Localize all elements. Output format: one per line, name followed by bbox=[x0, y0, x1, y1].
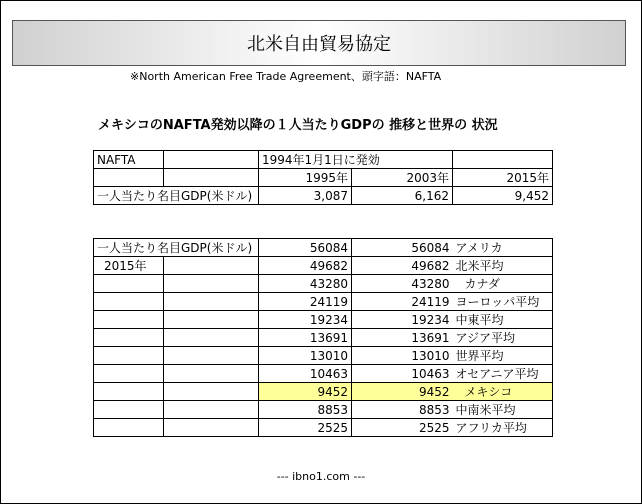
gdp-value: 24119 bbox=[259, 293, 352, 311]
gdp-value: 2525 bbox=[259, 419, 352, 437]
table-cell bbox=[164, 169, 259, 187]
table-cell bbox=[164, 329, 259, 347]
table-row bbox=[94, 169, 553, 187]
table-row bbox=[94, 239, 553, 257]
table-cell bbox=[94, 311, 164, 329]
gdp-value: 6,162 bbox=[352, 187, 453, 205]
table-cell: 2015年 bbox=[94, 257, 164, 275]
table-row bbox=[94, 311, 553, 329]
gdp-value: 24119 bbox=[352, 293, 453, 311]
region-name: アジア平均 bbox=[453, 329, 553, 347]
table-cell bbox=[94, 401, 164, 419]
table-cell bbox=[164, 311, 259, 329]
table-cell bbox=[94, 329, 164, 347]
nafta-gdp-table bbox=[93, 150, 553, 205]
table-cell bbox=[94, 383, 164, 401]
row-label: 一人当たり名目GDP(米ドル) bbox=[94, 239, 259, 257]
region-name: アフリカ平均 bbox=[453, 419, 553, 437]
row-label: 一人当たり名目GDP(米ドル) bbox=[94, 187, 259, 205]
gdp-value: 19234 bbox=[352, 311, 453, 329]
table-cell: NAFTA bbox=[94, 151, 164, 169]
world-gdp-table bbox=[93, 238, 553, 437]
region-name: 中東平均 bbox=[453, 311, 553, 329]
year-header: 1995年 bbox=[259, 169, 352, 187]
table-cell bbox=[94, 169, 164, 187]
table-cell bbox=[164, 347, 259, 365]
table-cell: 1994年1月1日に発効 bbox=[259, 151, 453, 169]
table-cell bbox=[164, 365, 259, 383]
subtitle: ※North American Free Trade Agreement、頭字語：NAFTA bbox=[130, 70, 442, 83]
gdp-value: 10463 bbox=[259, 365, 352, 383]
gdp-value: 9,452 bbox=[453, 187, 553, 205]
table-row bbox=[94, 257, 553, 275]
gdp-value: 56084 bbox=[259, 239, 352, 257]
table-cell bbox=[164, 151, 259, 169]
table-row bbox=[94, 347, 553, 365]
table-row bbox=[94, 401, 553, 419]
gdp-value: 3,087 bbox=[259, 187, 352, 205]
table-cell bbox=[94, 419, 164, 437]
region-name: オセアニア平均 bbox=[453, 365, 553, 383]
table-cell bbox=[94, 293, 164, 311]
gdp-value: 13691 bbox=[352, 329, 453, 347]
table-row bbox=[94, 293, 553, 311]
table-cell bbox=[94, 275, 164, 293]
table-cell bbox=[94, 365, 164, 383]
region-name: ヨーロッパ平均 bbox=[453, 293, 553, 311]
gdp-value: 56084 bbox=[352, 239, 453, 257]
year-header: 2015年 bbox=[453, 169, 553, 187]
region-name: メキシコ bbox=[453, 383, 553, 401]
table-cell bbox=[164, 275, 259, 293]
gdp-value: 2525 bbox=[352, 419, 453, 437]
gdp-value: 8853 bbox=[259, 401, 352, 419]
gdp-value: 13010 bbox=[352, 347, 453, 365]
table-cell bbox=[164, 257, 259, 275]
table-cell bbox=[164, 383, 259, 401]
gdp-value: 49682 bbox=[352, 257, 453, 275]
table-row bbox=[94, 275, 553, 293]
gdp-value: 9452 bbox=[352, 383, 453, 401]
page-title: 北米自由貿易協定 bbox=[12, 20, 626, 66]
region-name: 北米平均 bbox=[453, 257, 553, 275]
region-name: カナダ bbox=[453, 275, 553, 293]
table-cell bbox=[164, 401, 259, 419]
table-row bbox=[94, 329, 553, 347]
gdp-value: 49682 bbox=[259, 257, 352, 275]
table-row bbox=[94, 419, 553, 437]
table-row bbox=[94, 383, 553, 401]
footer-credit: --- ibno1.com --- bbox=[276, 470, 366, 483]
table-cell bbox=[453, 151, 553, 169]
region-name: アメリカ bbox=[453, 239, 553, 257]
table-cell bbox=[164, 293, 259, 311]
gdp-value: 10463 bbox=[352, 365, 453, 383]
region-name: 中南米平均 bbox=[453, 401, 553, 419]
table-row bbox=[94, 187, 553, 205]
gdp-value: 43280 bbox=[352, 275, 453, 293]
gdp-value: 19234 bbox=[259, 311, 352, 329]
table-row bbox=[94, 151, 553, 169]
section-heading: メキシコのNAFTA発効以降の１人当たりGDPの 推移と世界の 状況 bbox=[98, 118, 498, 133]
table-cell bbox=[164, 419, 259, 437]
table-cell bbox=[94, 347, 164, 365]
gdp-value: 13010 bbox=[259, 347, 352, 365]
gdp-value: 43280 bbox=[259, 275, 352, 293]
gdp-value: 13691 bbox=[259, 329, 352, 347]
region-name: 世界平均 bbox=[453, 347, 553, 365]
year-header: 2003年 bbox=[352, 169, 453, 187]
gdp-value: 9452 bbox=[259, 383, 352, 401]
table-row bbox=[94, 365, 553, 383]
gdp-value: 8853 bbox=[352, 401, 453, 419]
